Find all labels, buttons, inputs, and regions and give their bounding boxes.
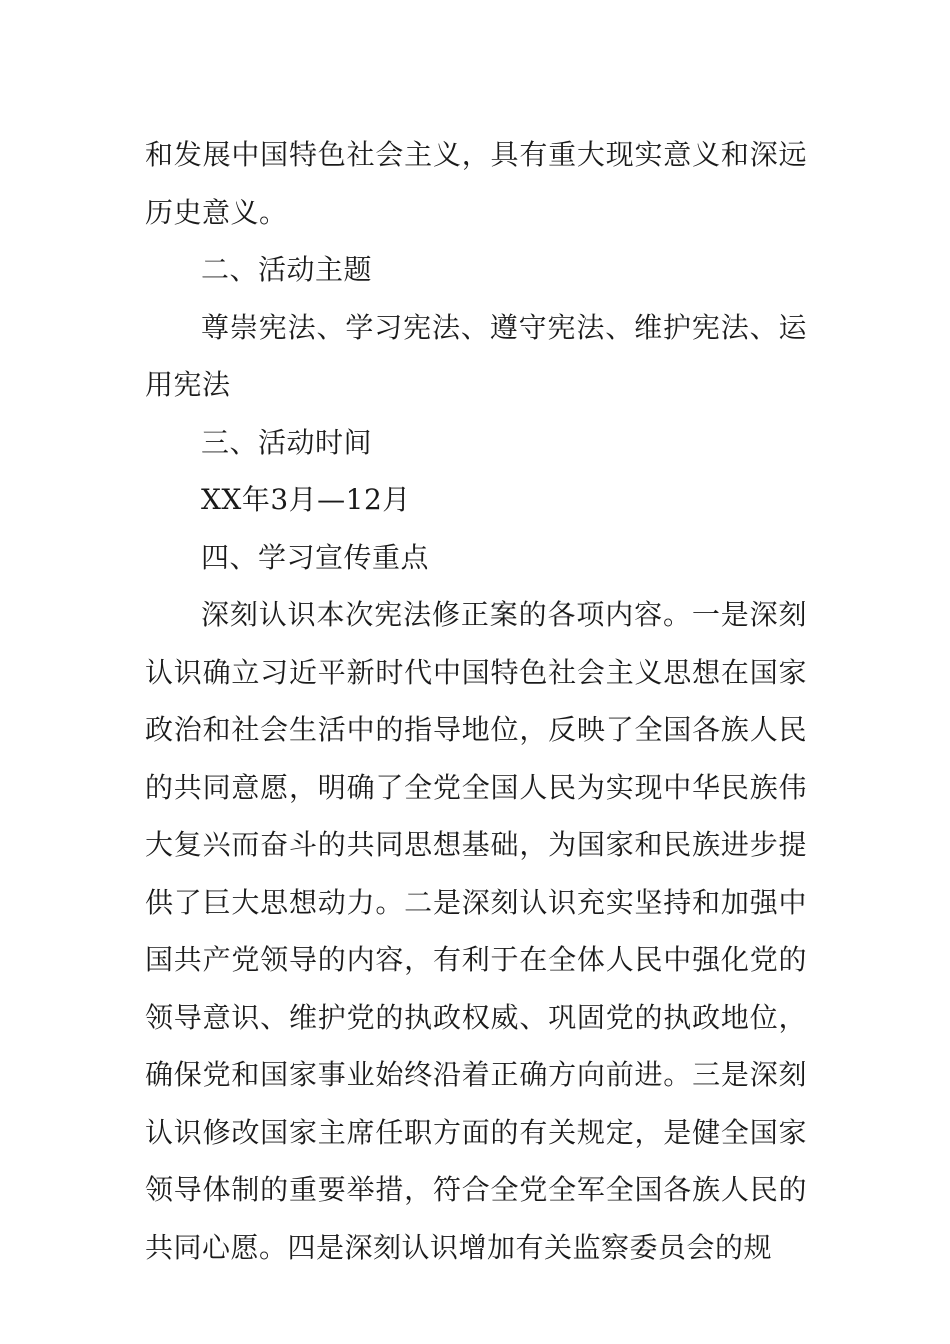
heading-activity-theme: 二、活动主题 <box>201 253 373 286</box>
paragraph-continuation: 和发展中国特色社会主义，具有重大现实意义和深远历史意义。 <box>145 138 807 229</box>
paragraph-study-focus: 深刻认识本次宪法修正案的各项内容。一是深刻认识确立习近平新时代中国特色社会主义思想在国家政治和社会生活中的指导地位，反映了全国各族人民的共同意愿，明确了全党全国人民为实现中华民族伟大复兴而奋斗的共同思想基础，为国家和民族进步提供了巨大思想动力。二是深刻认识充实坚持和加强中国共产党领导的内容，有利于在全体人民中强化党的领导意识、维护党的执政权威、巩固党的执政地位，确保党和国家事业始终沿着正确方向前进。三是深刻认识修改国家主席任职方面的有关规定，是健全国家领导体制的重要举措，符合全党全军全国各族人民的共同心愿。四是深刻认识增加有关监察委员会的规 <box>145 598 807 1264</box>
heading-study-focus: 四、学习宣传重点 <box>201 540 430 574</box>
paragraph-theme: 尊崇宪法、学习宪法、遵守宪法、维护宪法、运用宪法 <box>145 310 807 401</box>
heading-activity-time: 三、活动时间 <box>201 425 373 459</box>
paragraph-time: XX年3月—12月 <box>201 483 411 516</box>
document-body <box>145 126 807 1276</box>
